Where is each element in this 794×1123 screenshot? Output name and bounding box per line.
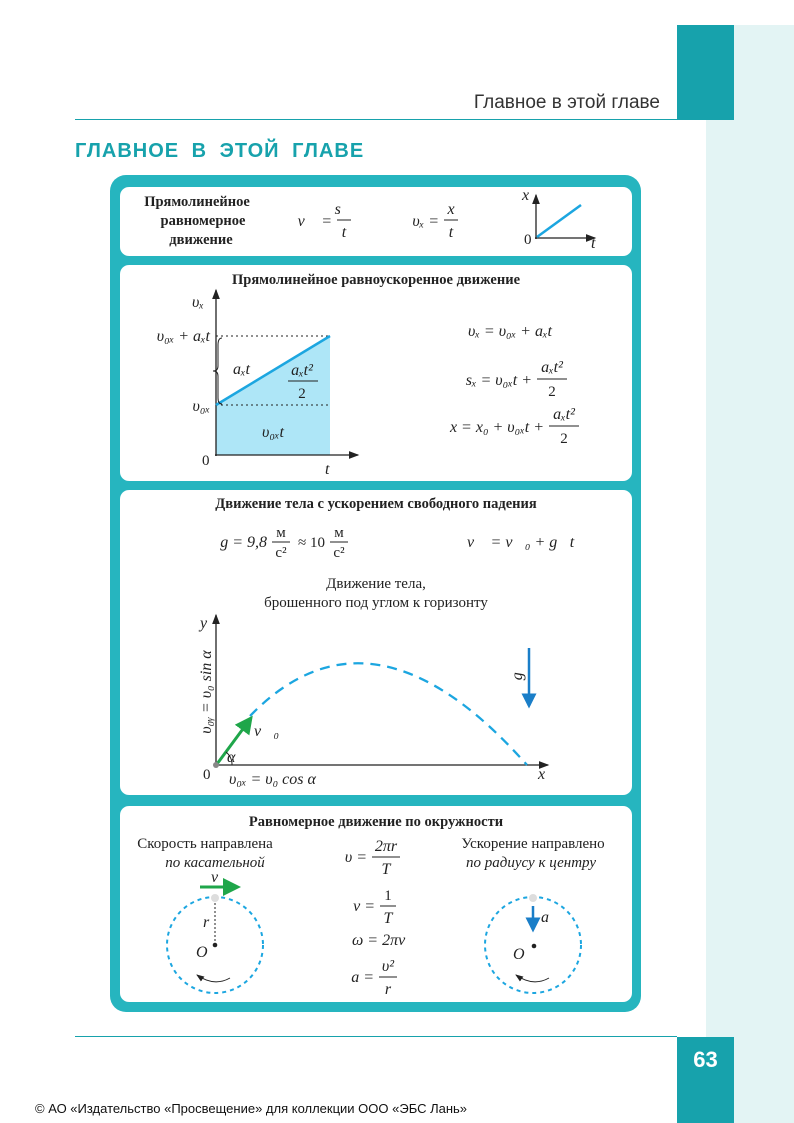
formula-vx-lhs: υₓ = (412, 213, 439, 230)
fraction-den: 2 (298, 386, 306, 402)
section-title: ГЛАВНОЕ В ЭТОЙ ГЛАВЕ (75, 140, 365, 162)
subtitle: брошенного под углом к горизонту (264, 595, 488, 611)
page-number: 63 (677, 1037, 734, 1123)
running-header: Главное в этой главе (473, 92, 660, 113)
fraction-num: s⃗ (334, 201, 354, 218)
fraction-den: t (341, 224, 347, 241)
brace-label: aₓt (233, 361, 250, 378)
fraction-num: υ² (381, 958, 395, 975)
copyright: © АО «Издательство «Просвещение» для коллекции ООО «ЭБС Лань» (35, 1101, 468, 1116)
formula-sx: sₓ = υ₀ₓt + (465, 372, 532, 389)
unit-num: м (276, 525, 286, 541)
subtitle: Движение тела, (326, 576, 426, 592)
axis-label: υₓ (192, 294, 204, 311)
formula-x: x = x₀ + υ₀ₓt + (449, 419, 544, 436)
origin-label: 0 (203, 767, 211, 783)
acceleration-label: a⃗ (541, 909, 562, 926)
formula-vx: υₓ = υ₀ₓ + aₓt (468, 323, 552, 340)
axis-label: y (200, 615, 208, 632)
formula-velocity-lhs: v⃗ = (297, 213, 332, 230)
freefall-title: Движение тела с ускорением свободного падения (215, 496, 537, 512)
formula-frequency: ν = (353, 898, 375, 915)
center-label: O (196, 944, 208, 961)
formula-velocity-vector: v⃗ = v⃗₀ + g⃗t (467, 534, 575, 551)
approx-value: ≈ 10 (298, 535, 325, 551)
unit-num: м (334, 525, 344, 541)
formula-angular-velocity: ω = 2πν (352, 932, 406, 949)
radius-label: r (203, 914, 210, 931)
area-label: υ₀ₓt (262, 424, 284, 441)
formula-acceleration: a = (351, 969, 374, 986)
formula-speed: υ = (344, 849, 367, 866)
axis-label: t (325, 461, 330, 478)
vx-label: υ₀ₓ = υ₀ cos α (229, 771, 316, 788)
angle-label: α (227, 749, 236, 766)
fraction-num: aₓt² (553, 406, 575, 423)
fraction-den: T (381, 861, 391, 878)
top-value-label: υ₀ₓ + aₓt (156, 328, 210, 345)
unit-den: с² (333, 545, 345, 561)
acceleration-caption: Ускорение направлено (461, 836, 605, 852)
vy-label: υ₀ᵧ = υ₀ sin α (198, 650, 215, 734)
fraction-den: T (383, 910, 393, 927)
uniform-title: Прямолинейное (144, 194, 250, 210)
axis-label: x (538, 766, 546, 783)
fraction-num: aₓt² (291, 362, 313, 379)
circular-title: Равномерное движение по окружности (248, 814, 504, 830)
fraction-den: 2 (548, 384, 556, 400)
uniform-title: движение (169, 232, 233, 248)
v0-label: v⃗₀ (254, 723, 280, 740)
uniform-title: равномерное (160, 213, 246, 229)
velocity-label: v⃗ (211, 869, 231, 886)
origin-label: 0 (202, 453, 210, 469)
fraction-num: 1 (384, 888, 392, 904)
unit-den: с² (275, 545, 287, 561)
g-label: g⃗ (509, 659, 526, 681)
velocity-caption: по касательной (165, 855, 265, 871)
fraction-den: t (448, 224, 454, 241)
origin-label: 0 (524, 232, 532, 248)
v0-label: υ₀ₓ (192, 398, 210, 415)
fraction-den: r (384, 981, 392, 998)
fraction-num: 2πr (374, 838, 398, 855)
velocity-caption: Скорость направлена (137, 836, 273, 852)
fraction-num: x (447, 201, 455, 218)
acceleration-caption: по радиусу к центру (466, 855, 596, 871)
formula-g: g = 9,8 (220, 534, 267, 551)
fraction-den: 2 (560, 431, 568, 447)
axis-label: t (591, 235, 596, 252)
fraction-num: aₓt² (541, 359, 563, 376)
center-label: O (513, 946, 525, 963)
axis-label: x (522, 187, 530, 204)
accel-title: Прямолинейное равноускоренное движение (231, 272, 521, 288)
